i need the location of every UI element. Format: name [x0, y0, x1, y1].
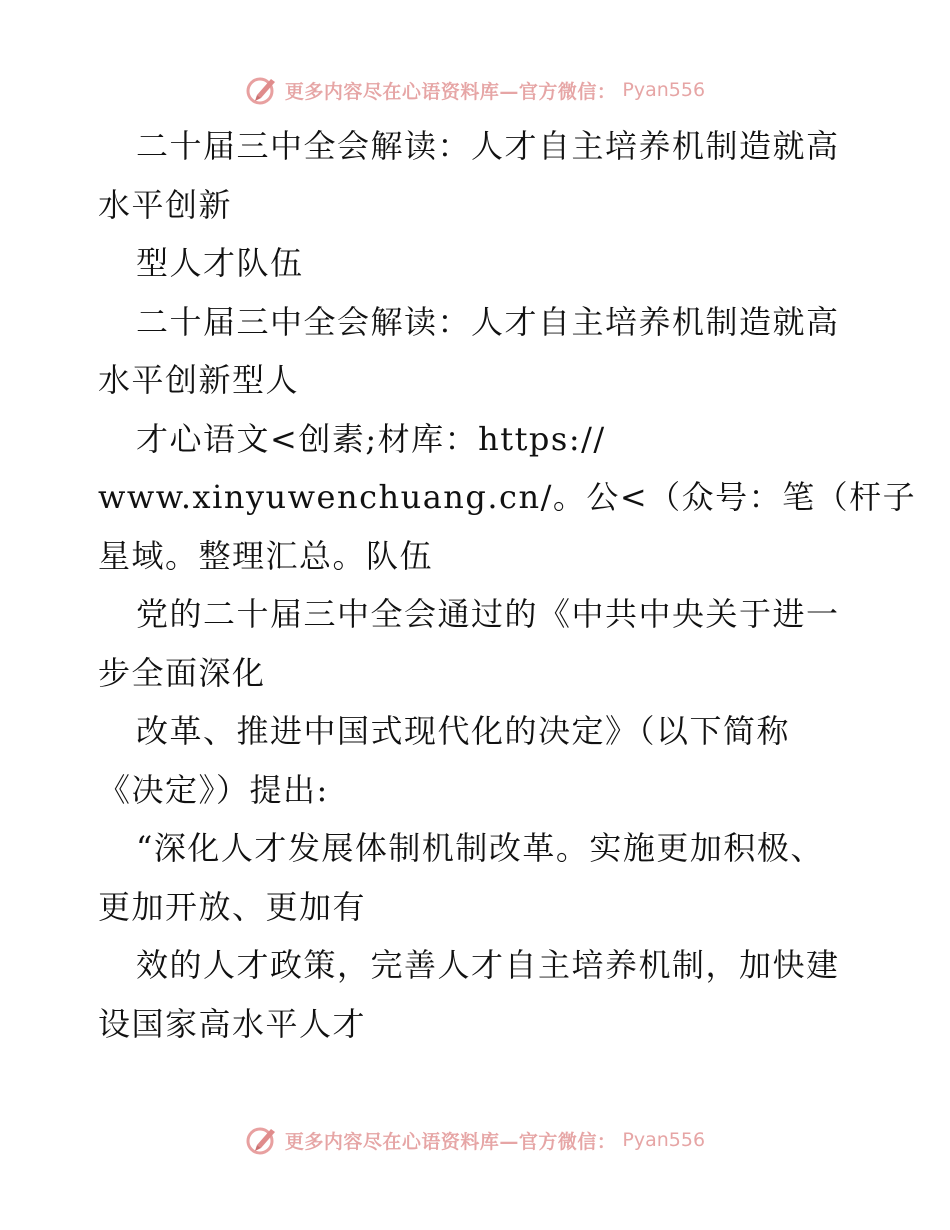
- watermark-footer: [0, 1120, 950, 1160]
- text-line: 水平创新型人: [98, 361, 300, 399]
- watermark-contact: Pyan556: [622, 79, 706, 101]
- pen-circle-icon: [245, 1123, 279, 1157]
- text-line: 星域。整理汇总。队伍: [98, 536, 434, 575]
- text-line: 更加开放、更加有: [98, 887, 367, 926]
- text-line: 步全面深化: [98, 653, 266, 692]
- text-line: 设国家高水平人才: [98, 1004, 367, 1043]
- text-line: 效的人才政策，完善人才自主培养机制，加快建: [136, 946, 840, 984]
- text-line: www.xinyuwenchuang.cn/。公<（众号：笔（杆子: [98, 478, 917, 516]
- text-line: “深化人才发展体制机制改革。实施更加积极、: [136, 829, 824, 867]
- text-line: 二十届三中全会解读：人才自主培养机制造就高: [136, 127, 840, 165]
- watermark-text: 更多内容尽在心语资料库—官方微信：: [284, 80, 617, 103]
- text-line: 《决定》）提出:: [98, 770, 329, 809]
- text-line: 水平创新: [98, 185, 233, 224]
- text-line: 改革、推进中国式现代化的决定》（以下简称: [136, 712, 791, 750]
- text-line: 党的二十届三中全会通过的《中共中央关于进一: [136, 595, 840, 633]
- pen-circle-icon: [245, 73, 279, 107]
- text-line: 二十届三中全会解读：人才自主培养机制造就高: [136, 302, 840, 341]
- watermark-text: 更多内容尽在心语资料库—官方微信：: [284, 1130, 617, 1153]
- text-line: 型人才队伍: [136, 244, 304, 282]
- text-line: 才心语文<创素;材库：https://: [136, 419, 606, 458]
- document-body: [98, 117, 917, 1053]
- watermark-contact: Pyan556: [622, 1129, 706, 1151]
- watermark-header: [0, 70, 950, 110]
